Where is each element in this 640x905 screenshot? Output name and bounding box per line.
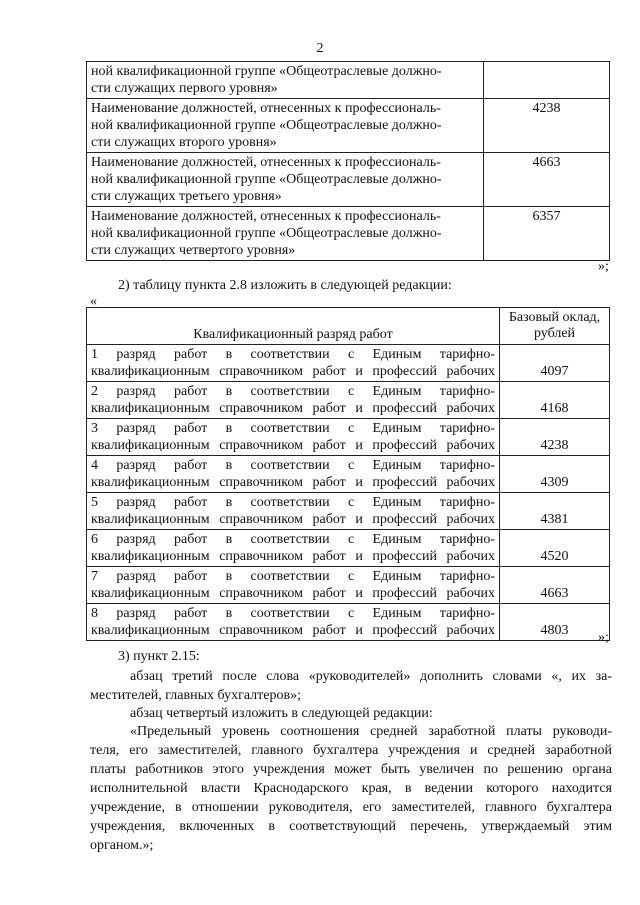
grade-description (87, 345, 500, 382)
quoted-text-line: органом.»; (90, 838, 154, 853)
salary-value (484, 62, 610, 99)
section-2-heading: 2) таблицу пункта 2.8 изложить в следующей редакции: (118, 278, 452, 293)
paragraph-3-line-2: местителей, главных бухгалтеров»; (90, 688, 301, 703)
table-row (87, 493, 610, 530)
position-groups-table (86, 61, 610, 261)
section-3-heading: 3) пункт 2.15: (118, 649, 200, 664)
grade-description (87, 419, 500, 456)
table-row (87, 99, 610, 153)
grade-description-line1: 3 разряд работ в соответствии с Единым тарифно- (91, 421, 495, 436)
position-group-line: ной квалификационной группе «Общеотраслевые должно- (91, 64, 442, 79)
column-header-salary-line1: Базовый оклад, (508, 310, 601, 325)
page-number: 2 (316, 41, 324, 56)
position-group-line: сти служащих третьего уровня» (91, 189, 282, 204)
grade-description-line2: квалификационным справочником работ и профессий рабочих (91, 475, 495, 490)
table2-closing-quote: »; (598, 630, 609, 645)
grade-description (87, 530, 500, 567)
grade-description-line2: квалификационным справочником работ и профессий рабочих (91, 512, 495, 527)
grade-description-line2: квалификационным справочником работ и профессий рабочих (91, 364, 495, 379)
table-row (87, 207, 610, 261)
quoted-text-line: платы работников этого учреждения может быть увеличен по решению органа (90, 762, 612, 777)
base-salary-value: 4381 (500, 493, 610, 530)
salary-value: 4663 (484, 153, 610, 207)
grade-description-line1: 4 разряд работ в соответствии с Единым тарифно- (91, 458, 495, 473)
base-salary-value: 4097 (500, 345, 610, 382)
grade-description-line1: 1 разряд работ в соответствии с Единым тарифно- (91, 347, 495, 362)
grade-description-line1: 2 разряд работ в соответствии с Единым тарифно- (91, 384, 495, 399)
grade-description (87, 493, 500, 530)
grade-description-line1: 7 разряд работ в соответствии с Единым тарифно- (91, 569, 495, 584)
grade-description-line2: квалификационным справочником работ и профессий рабочих (91, 586, 495, 601)
table1-closing-quote: »; (598, 259, 609, 274)
position-group-line: Наименование должностей, отнесенных к профессиональ- (91, 155, 441, 170)
position-group-line: сти служащих второго уровня» (91, 135, 277, 150)
grade-description (87, 456, 500, 493)
position-group-line: ной квалификационной группе «Общеотраслевые должно- (91, 118, 442, 133)
grade-description-line2: квалификационным справочником работ и профессий рабочих (91, 549, 495, 564)
table-row (87, 62, 610, 99)
table-row (87, 456, 610, 493)
opening-quote: « (90, 294, 97, 309)
grade-description-line2: квалификационным справочником работ и профессий рабочих (91, 438, 495, 453)
position-group-name (87, 207, 484, 261)
base-salary-value: 4309 (500, 456, 610, 493)
base-salary-value: 4663 (500, 567, 610, 604)
position-group-line: Наименование должностей, отнесенных к профессиональ- (91, 209, 441, 224)
base-salary-value: 4238 (500, 419, 610, 456)
table-row (87, 382, 610, 419)
quoted-text-line: теля, его заместителей, главного бухгалтера учреждения и средней заработной (90, 743, 612, 758)
table-header-row (87, 308, 610, 345)
grade-description-line2: квалификационным справочником работ и профессий рабочих (91, 623, 495, 638)
base-salary-value: 4168 (500, 382, 610, 419)
table-row (87, 530, 610, 567)
grade-description (87, 604, 500, 641)
quoted-text-line: исполнительной власти Краснодарского края, в ведении которого находится (90, 781, 612, 796)
grade-description-line1: 8 разряд работ в соответствии с Единым тарифно- (91, 606, 495, 621)
position-group-name (87, 153, 484, 207)
qualification-grade-table (86, 307, 610, 641)
base-salary-value: 4520 (500, 530, 610, 567)
position-group-line: Наименование должностей, отнесенных к профессиональ- (91, 101, 441, 116)
grade-description-line2: квалификационным справочником работ и профессий рабочих (91, 401, 495, 416)
position-group-name (87, 62, 484, 99)
table-row (87, 345, 610, 382)
table-row (87, 419, 610, 456)
paragraph-3-line-1: абзац третий после слова «руководителей» дополнить словами «, их за- (130, 669, 612, 684)
base-salary-value: 4803 (500, 604, 610, 641)
grade-description (87, 382, 500, 419)
quoted-text-line: учреждения, включенных в соответствующий перечень, утверждаемый этим (90, 819, 612, 834)
quoted-text-line: учреждение, в отношении руководителя, его заместителей, главного бухгалтера (90, 800, 612, 815)
position-group-line: сти служащих первого уровня» (91, 81, 278, 96)
column-header-salary-line2: рублей (533, 326, 576, 341)
column-header-salary (500, 308, 610, 345)
position-group-name (87, 99, 484, 153)
grade-description-line1: 5 разряд работ в соответствии с Единым тарифно- (91, 495, 495, 510)
grade-description (87, 567, 500, 604)
salary-value: 6357 (484, 207, 610, 261)
position-group-line: ной квалификационной группе «Общеотраслевые должно- (91, 226, 442, 241)
table-row (87, 153, 610, 207)
position-group-line: ной квалификационной группе «Общеотраслевые должно- (91, 172, 442, 187)
paragraph-4: абзац четвертый изложить в следующей редакции: (130, 706, 433, 721)
table-row (87, 567, 610, 604)
position-group-line: сти служащих четвертого уровня» (91, 243, 296, 258)
column-header-grade: Квалификационный разряд работ (87, 308, 500, 345)
salary-value: 4238 (484, 99, 610, 153)
quoted-text-line: «Предельный уровень соотношения средней заработной платы руководи- (130, 724, 612, 739)
grade-description-line1: 6 разряд работ в соответствии с Единым тарифно- (91, 532, 495, 547)
table-row (87, 604, 610, 641)
